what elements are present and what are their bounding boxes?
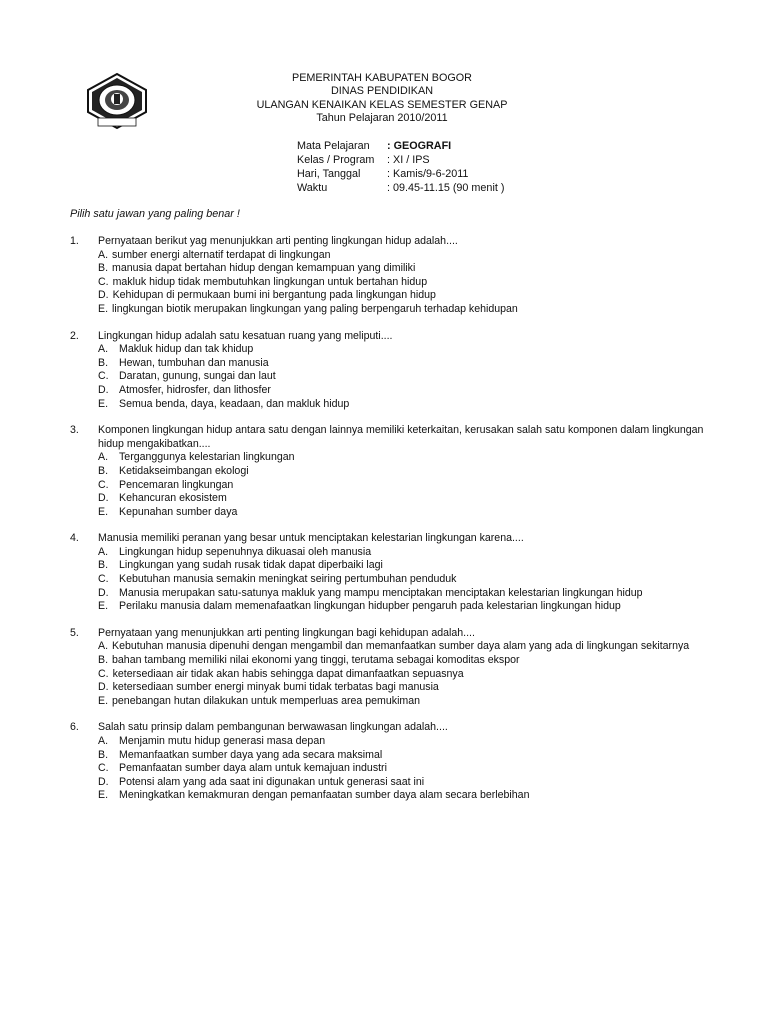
option-text: Ketidakseimbangan ekologi	[119, 464, 249, 477]
question-number: 5.	[70, 626, 79, 639]
document-header	[232, 72, 532, 125]
option-letter: A.	[98, 640, 109, 653]
question-item	[70, 532, 710, 614]
question-stem	[70, 235, 710, 249]
answer-option[interactable]	[70, 451, 710, 465]
option-letter: E.	[98, 600, 109, 613]
answer-option[interactable]	[70, 343, 710, 357]
question-number: 2.	[70, 329, 79, 342]
option-text: sumber energi alternatif terdapat di lingkungan	[112, 248, 331, 261]
option-text: Terganggunya kelestarian lingkungan	[119, 451, 295, 464]
option-letter: B.	[98, 464, 109, 477]
option-letter: D.	[98, 492, 109, 505]
question-text: Salah satu prinsip dalam pembangunan berwawasan lingkungan adalah....	[98, 721, 448, 734]
option-letter: E.	[98, 397, 109, 410]
option-text: bahan tambang memiliki nilai ekonomi yang tinggi, terutama sebagai komoditas ekspor	[112, 654, 520, 667]
question-text: Lingkungan hidup adalah satu kesatuan ruang yang meliputi....	[98, 329, 393, 342]
option-letter: D.	[98, 775, 109, 788]
option-letter: A.	[98, 735, 109, 747]
question-number: 1.	[70, 235, 79, 247]
option-letter: C.	[98, 667, 109, 680]
option-letter: E.	[98, 789, 109, 802]
option-text: Kepunahan sumber daya	[119, 505, 238, 518]
meta-subject-row	[297, 139, 504, 153]
option-text: Lingkungan hidup sepenuhnya dikuasai oleh manusia	[119, 545, 372, 558]
option-letter: C.	[98, 370, 109, 383]
option-text: Meningkatkan kemakmuran dengan pemanfaatan sumber daya alam secara berlebihan	[119, 789, 530, 802]
meta-subject-value: : GEOGRAFI	[387, 140, 452, 152]
option-letter: C.	[98, 762, 109, 775]
question-stem	[70, 330, 710, 344]
answer-option[interactable]	[70, 600, 710, 614]
question-stem	[70, 721, 710, 735]
meta-subject-label: Mata Pelajaran	[297, 140, 370, 152]
option-letter: D.	[98, 289, 109, 302]
meta-date-row	[297, 167, 504, 181]
option-letter: D.	[98, 586, 109, 599]
option-letter: E.	[98, 302, 109, 315]
option-text: Kebutuhan manusia dipenuhi dengan mengambil dan memanfaatkan sumber daya alam yang ada di lingkungan sekitarnya	[112, 640, 690, 653]
answer-option[interactable]	[70, 370, 710, 384]
option-letter: B.	[98, 356, 109, 369]
answer-option[interactable]	[70, 762, 710, 776]
question-text: Manusia memiliki peranan yang besar untuk menciptakan kelestarian lingkungan karena....	[98, 532, 524, 545]
answer-option[interactable]	[70, 681, 710, 695]
question-stem	[70, 424, 710, 451]
option-text: manusia dapat bertahan hidup dengan kemampuan yang dimiliki	[112, 262, 416, 275]
meta-class-value: : XI / IPS	[387, 154, 430, 166]
question-item	[70, 627, 710, 709]
answer-option[interactable]	[70, 276, 710, 290]
answer-option[interactable]	[70, 546, 710, 560]
answer-option[interactable]	[70, 695, 710, 709]
answer-option[interactable]	[70, 465, 710, 479]
option-letter: A.	[98, 343, 109, 356]
option-text: Daratan, gunung, sungai dan laut	[119, 370, 276, 383]
option-letter: B.	[98, 654, 109, 667]
option-text: Kehancuran ekosistem	[119, 492, 227, 505]
option-text: Lingkungan yang sudah rusak tidak dapat diperbaiki lagi	[119, 559, 383, 572]
meta-class-row	[297, 153, 504, 167]
answer-option[interactable]	[70, 289, 710, 303]
option-letter: E.	[98, 694, 109, 707]
answer-option[interactable]	[70, 384, 710, 398]
answer-option[interactable]	[70, 789, 710, 803]
option-letter: A.	[98, 451, 109, 464]
answer-option[interactable]	[70, 506, 710, 520]
option-letter: A.	[98, 545, 109, 558]
option-text: Menjamin mutu hidup generasi masa depan	[119, 735, 326, 747]
exam-meta	[297, 139, 504, 195]
option-text: Potensi alam yang ada saat ini digunakan untuk generasi saat ini	[119, 775, 425, 788]
meta-time-label: Waktu	[297, 182, 328, 194]
option-text: Manusia merupakan satu-satunya makluk yang mampu menciptakan menciptakan kelestarian lingkungan hidup	[119, 586, 643, 599]
meta-class-label: Kelas / Program	[297, 154, 375, 166]
answer-option[interactable]	[70, 668, 710, 682]
option-letter: B.	[98, 748, 109, 761]
option-text: Pemanfaatan sumber daya alam untuk kemajuan industri	[119, 762, 387, 775]
meta-time-value: : 09.45-11.15 (90 menit )	[387, 182, 505, 194]
option-text: Memanfaatkan sumber daya yang ada secara maksimal	[119, 748, 383, 761]
question-item	[70, 424, 710, 519]
question-stem	[70, 532, 710, 546]
answer-option[interactable]	[70, 573, 710, 587]
option-text: Perilaku manusia dalam memenafaatkan lingkungan hidupber pengaruh pada kelestarian lingkungan hidup	[119, 600, 621, 613]
question-item	[70, 721, 710, 803]
option-text: ketersediaan sumber energi minyak bumi tidak terbatas bagi manusia	[112, 681, 439, 694]
answer-option[interactable]	[70, 357, 710, 371]
header-school-year: Tahun Pelajaran 2010/2011	[316, 111, 448, 124]
option-text: Kehidupan di permukaan bumi ini bergantung pada lingkungan hidup	[112, 289, 436, 302]
answer-option[interactable]	[70, 587, 710, 601]
option-letter: E.	[98, 505, 109, 518]
answer-option[interactable]	[70, 654, 710, 668]
answer-option[interactable]	[70, 249, 710, 263]
answer-option[interactable]	[70, 559, 710, 573]
emblem-icon	[86, 72, 148, 130]
option-text: Makluk hidup dan tak khidup	[119, 343, 254, 356]
question-text: Pernyataan yang menunjukkan arti penting lingkungan bagi kehidupan adalah....	[98, 626, 475, 639]
answer-option[interactable]	[70, 776, 710, 790]
question-list	[70, 235, 710, 816]
question-item	[70, 235, 710, 317]
header-government: PEMERINTAH KABUPATEN BOGOR	[292, 72, 472, 84]
option-text: Semua benda, daya, keadaan, dan makluk hidup	[119, 397, 350, 410]
answer-option[interactable]	[70, 303, 710, 317]
option-letter: C.	[98, 478, 109, 491]
answer-option[interactable]	[70, 479, 710, 493]
option-text: ketersediaan air tidak akan habis sehingga dapat dimanfaatkan sepuasnya	[112, 667, 464, 680]
answer-option[interactable]	[70, 262, 710, 276]
question-text: Pernyataan berikut yag menunjukkan arti penting lingkungan hidup adalah....	[98, 235, 458, 247]
option-text: Kebutuhan manusia semakin meningkat seiring pertumbuhan penduduk	[119, 573, 457, 586]
answer-option[interactable]	[70, 735, 710, 749]
question-number: 4.	[70, 532, 79, 545]
option-text: Atmosfer, hidrosfer, dan lithosfer	[119, 383, 271, 396]
question-stem	[70, 627, 710, 641]
regency-emblem-logo	[86, 72, 148, 130]
answer-option[interactable]	[70, 492, 710, 506]
option-letter: C.	[98, 275, 109, 288]
answer-option[interactable]	[70, 398, 710, 412]
header-exam-title: ULANGAN KENAIKAN KELAS SEMESTER GENAP	[256, 98, 508, 111]
meta-date-value: : Kamis/9-6-2011	[387, 168, 469, 180]
question-text: Komponen lingkungan hidup antara satu dengan lainnya memiliki keterkaitan, kerusakan salah satu komponen dalam lingkungan hidup mengakibatkan....	[98, 424, 704, 450]
question-item	[70, 330, 710, 412]
instruction-text: Pilih satu jawan yang paling benar !	[70, 208, 240, 220]
meta-time-row	[297, 181, 504, 195]
option-letter: C.	[98, 573, 109, 586]
answer-option[interactable]	[70, 640, 710, 654]
question-number: 3.	[70, 424, 79, 437]
option-letter: A.	[98, 248, 109, 261]
option-text: lingkungan biotik merupakan lingkungan yang paling berpengaruh terhadap kehidupan	[112, 302, 518, 315]
option-letter: D.	[98, 681, 109, 694]
answer-option[interactable]	[70, 749, 710, 763]
meta-date-label: Hari, Tanggal	[297, 168, 361, 180]
question-number: 6.	[70, 721, 79, 734]
option-letter: B.	[98, 559, 109, 572]
option-text: Pencemaran lingkungan	[119, 478, 234, 491]
option-text: Hewan, tumbuhan dan manusia	[119, 356, 269, 369]
option-letter: B.	[98, 262, 109, 275]
option-text: makluk hidup tidak membutuhkan lingkungan untuk bertahan hidup	[112, 275, 428, 288]
header-department: DINAS PENDIDIKAN	[331, 85, 433, 98]
option-text: penebangan hutan dilakukan untuk memperluas area pemukiman	[112, 694, 421, 707]
option-letter: D.	[98, 383, 109, 396]
